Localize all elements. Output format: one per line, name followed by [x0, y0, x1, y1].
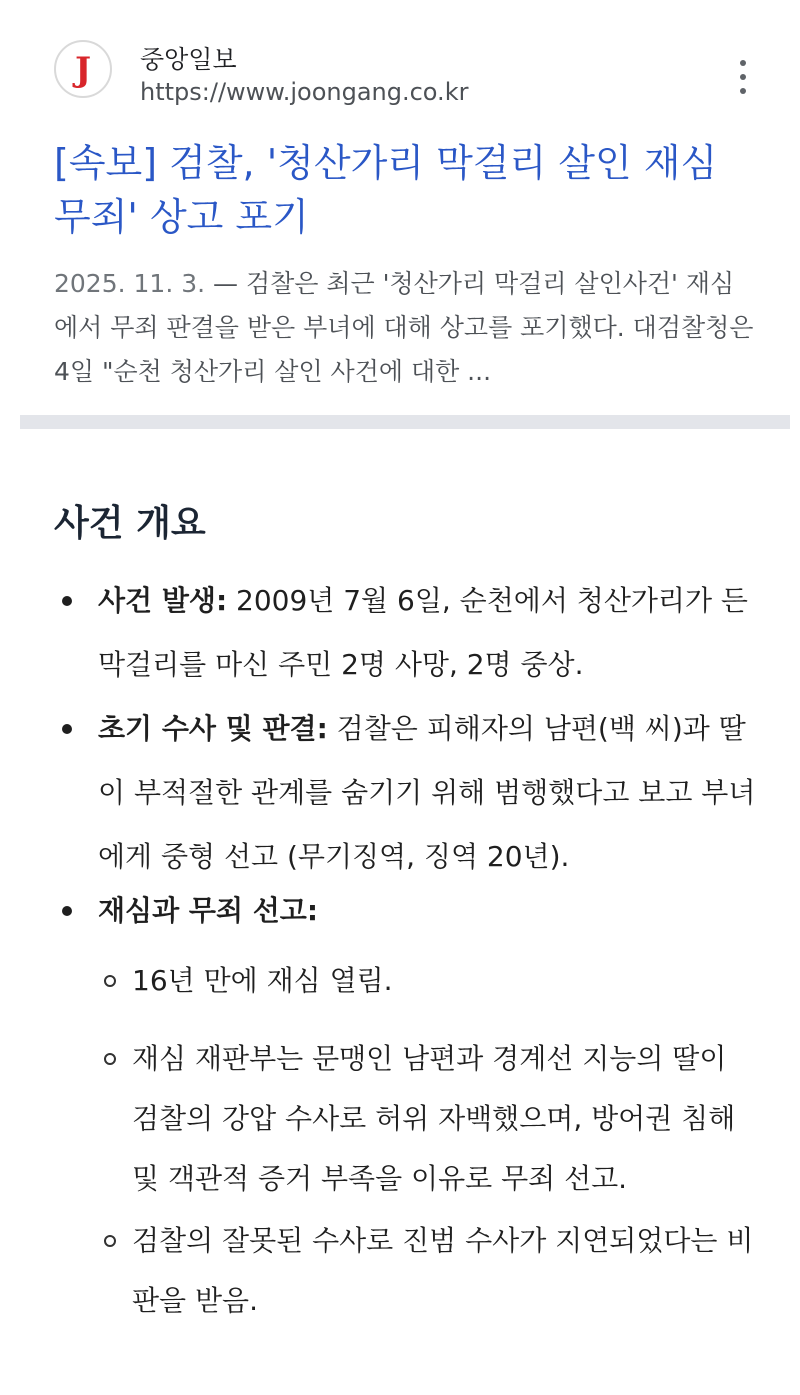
summary-item-text: 2009년 7월 6일, 순천에서 청산가리가 든 막걸리를 마신 주민 2명 사망, 2명 중상.	[98, 584, 748, 681]
result-date: 2025. 11. 3.	[54, 269, 206, 298]
retrial-subitem	[132, 1211, 758, 1331]
summary-item-label: 재심과 무죄 선고:	[98, 894, 319, 927]
result-snippet	[54, 262, 754, 394]
retrial-subitem-text: 16년 만에 재심 열림.	[132, 964, 393, 997]
retrial-subitem-text: 검찰의 잘못된 수사로 진범 수사가 지연되었다는 비판을 받음.	[132, 1224, 754, 1317]
result-source[interactable]	[54, 40, 754, 110]
result-snippet-text: — 검찰은 최근 '청산가리 막걸리 살인사건' 재심에서 무죄 판결을 받은 부녀에 대해 상고를 포기했다. 대검찰청은 4일 "순천 청산가리 살인 사건에 대한 ...	[54, 269, 754, 386]
summary-item-retrial	[98, 879, 758, 943]
circle-bullet-icon	[104, 975, 116, 987]
retrial-subitem	[132, 1029, 758, 1209]
retrial-subitem	[132, 951, 758, 1011]
search-result-card	[0, 0, 800, 415]
site-name[interactable]: 중앙일보	[140, 45, 237, 74]
bullet-dot	[62, 724, 72, 734]
circle-bullet-icon	[104, 1053, 116, 1065]
summary-item-initial-investigation	[98, 697, 758, 889]
section-divider	[20, 415, 790, 429]
bullet-dot	[62, 596, 72, 606]
result-title-link[interactable]: [속보] 검찰, '청산가리 막걸리 살인 재심 무죄' 상고 포기	[54, 141, 718, 239]
favicon-letter: J	[74, 50, 92, 90]
site-url[interactable]: https://www.joongang.co.kr	[140, 78, 469, 106]
retrial-subitem-text: 재심 재판부는 문맹인 남편과 경계선 지능의 딸이 검찰의 강압 수사로 허위 자백했으며, 방어권 침해 및 객관적 증거 부족을 이유로 무죄 선고.	[132, 1042, 736, 1195]
summary-item-text: 검찰은 피해자의 남편(백 씨)과 딸이 부적절한 관계를 숨기기 위해 범행했다고 보고 부녀에게 중형 선고 (무기징역, 징역 20년).	[98, 712, 756, 873]
summary-item-occurrence	[98, 569, 758, 697]
summary-item-label: 초기 수사 및 판결:	[98, 712, 328, 745]
circle-bullet-icon	[104, 1235, 116, 1247]
summary-item-label: 사건 발생:	[98, 584, 228, 617]
summary-heading: 사건 개요	[54, 503, 206, 544]
site-favicon	[54, 40, 112, 98]
bullet-dot	[62, 906, 72, 916]
case-summary-section	[0, 429, 800, 1395]
more-vert-icon[interactable]	[732, 60, 754, 94]
